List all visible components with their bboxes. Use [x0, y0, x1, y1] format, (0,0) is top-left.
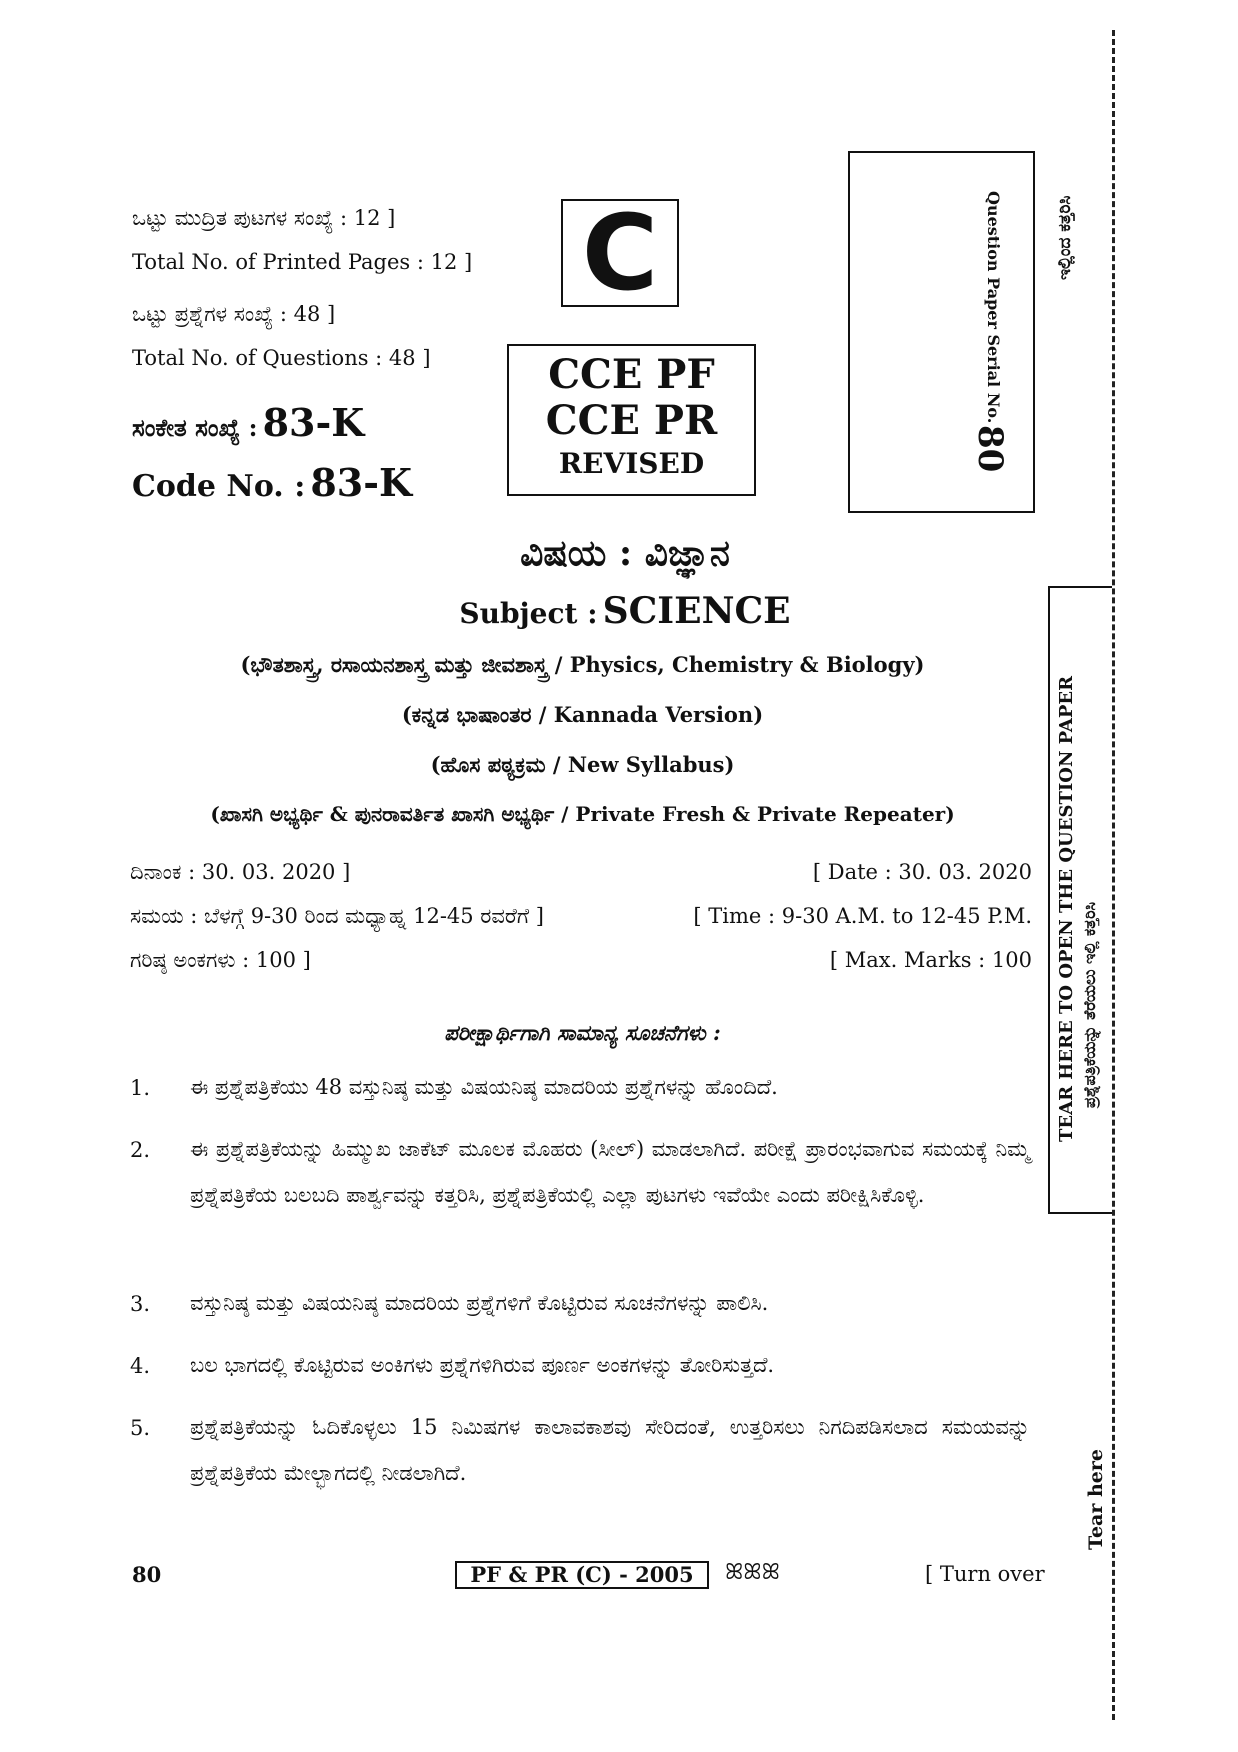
- footer-ornament: ꕤꕤꕤ: [725, 1560, 780, 1585]
- instruction-text: ಪ್ರಶ್ನೆಪತ್ರಿಕೆಯನ್ನು ಓದಿಕೊಳ್ಳಲು 15 ನಿಮಿಷಗಳ ಕಾಲಾವಕಾಶವು ಸೇರಿದಂತೆ, ಉತ್ತರಿಸಲು ನಿಗದಿಪಡಿಸಲಾದ ಸಮಯವನ್ನು ಪ್ರಶ್ನೆಪತ್ರಿಕೆಯ ಮೇಲ್ಭಾಗದಲ್ಲಿ ನೀಡಲಾಗಿದೆ.: [190, 1415, 1030, 1485]
- turn-over-label: [ Turn over: [925, 1562, 1045, 1586]
- tear-strip-box: [1048, 586, 1112, 1214]
- subject-candidates: (ಖಾಸಗಿ ಅಭ್ಯರ್ಥಿ & ಪುನರಾವರ್ತಿತ ಖಾಸಗಿ ಅಭ್ಯರ್ಥಿ / Private Fresh & Private Repeater): [210, 802, 955, 826]
- subject-version: (ಕನ್ನಡ ಭಾಷಾಂತರ / Kannada Version): [401, 702, 764, 727]
- marks-en: [ Max. Marks : 100: [829, 948, 1032, 972]
- instruction-number: 1.: [130, 1076, 151, 1100]
- footer-page-serial: 80: [132, 1562, 162, 1587]
- subject-en: [300, 590, 950, 632]
- footer-code-box: PF & PR (C) - 2005: [455, 1561, 709, 1589]
- pages-count-en: Total No. of Printed Pages : 12 ]: [132, 250, 473, 274]
- cce-line-2: CCE PR: [545, 397, 718, 444]
- questions-count-en: Total No. of Questions : 48 ]: [132, 346, 431, 370]
- instruction-number: 3.: [130, 1292, 151, 1316]
- cce-line-1: CCE PF: [548, 351, 715, 398]
- instruction-number: 4.: [130, 1354, 151, 1378]
- serial-label: Question Paper Serial No.: [984, 191, 1003, 424]
- subject-syllabus: (ಹೊಸ ಪಠ್ಯಕ್ರಮ / New Syllabus): [430, 752, 735, 777]
- tear-dashed-line: [1112, 30, 1115, 1720]
- tear-label-top: ಇಲ್ಲಿಂದ ಕತ್ತರಿಸಿ: [1055, 195, 1075, 280]
- subject-branches: (ಭೌತಶಾಸ್ತ್ರ, ರಸಾಯನಶಾಸ್ತ್ರ ಮತ್ತು ಜೀವಶಾಸ್ತ್ರ / Physics, Chemistry & Biology): [240, 652, 925, 677]
- time-kn: ಸಮಯ : ಬೆಳಗ್ಗೆ 9-30 ರಿಂದ ಮಧ್ಯಾಹ್ನ 12-45 ರವರೆಗೆ ]: [130, 904, 544, 928]
- code-number-kn: [132, 400, 364, 445]
- tear-strip-kn: ಪ್ರಶ್ನೆಪತ್ರಿಕೆಯನ್ನು ತೆರೆಯಲು ಇಲ್ಲಿ ಕತ್ತರಿಸಿ: [1080, 901, 1099, 1108]
- serial-number-box: [848, 151, 1035, 513]
- subject-kn: ವಿಷಯ : ವಿಜ್ಞಾನ: [520, 532, 730, 574]
- instruction-number: 5.: [130, 1416, 151, 1440]
- time-en: [ Time : 9-30 A.M. to 12-45 P.M.: [693, 904, 1032, 928]
- date-kn: ದಿನಾಂಕ : 30. 03. 2020 ]: [130, 860, 351, 884]
- subject-en-value: SCIENCE: [602, 590, 791, 632]
- tear-strip-en: TEAR HERE TO OPEN THE QUESTION PAPER: [1056, 675, 1077, 1142]
- code-kn-value: 83-K: [262, 400, 365, 445]
- cce-box: [507, 344, 756, 496]
- version-letter-box: C: [561, 199, 679, 307]
- instruction-text: ಈ ಪ್ರಶ್ನೆಪತ್ರಿಕೆಯನ್ನು ಹಿಮ್ಮುಖ ಜಾಕೆಟ್ ಮೂಲಕ ಮೊಹರು (ಸೀಲ್) ಮಾಡಲಾಗಿದೆ. ಪರೀಕ್ಷೆ ಪ್ರಾರಂಭವಾಗುವ ಸಮಯಕ್ಕೆ ನಿಮ್ಮ ಪ್ರಶ್ನೆಪತ್ರಿಕೆಯ ಬಲಬದಿ ಪಾರ್ಶ್ವವನ್ನು ಕತ್ತರಿಸಿ, ಪ್ರಶ್ನೆಪತ್ರಿಕೆಯಲ್ಲಿ ಎಲ್ಲಾ ಪುಟಗಳು ಇವೆಯೇ ಎಂದು ಪರೀಕ್ಷಿಸಿಕೊಳ್ಳಿ.: [190, 1137, 1030, 1207]
- instruction-text: ವಸ್ತುನಿಷ್ಠ ಮತ್ತು ವಿಷಯನಿಷ್ಠ ಮಾದರಿಯ ಪ್ರಶ್ನೆಗಳಿಗೆ ಕೊಟ್ಟಿರುವ ಸೂಚನೆಗಳನ್ನು ಪಾಲಿಸಿ.: [190, 1291, 769, 1315]
- instructions-heading: ಪರೀಕ್ಷಾರ್ಥಿಗಾಗಿ ಸಾಮಾನ್ಯ ಸೂಚನೆಗಳು :: [444, 1020, 721, 1045]
- date-en: [ Date : 30. 03. 2020: [812, 860, 1032, 884]
- instruction-text: ಬಲ ಭಾಗದಲ್ಲಿ ಕೊಟ್ಟಿರುವ ಅಂಕಿಗಳು ಪ್ರಶ್ನೆಗಳಿಗಿರುವ ಪೂರ್ಣ ಅಂಕಗಳನ್ನು ತೋರಿಸುತ್ತದೆ.: [190, 1353, 775, 1377]
- tear-here-label: Tear here: [1085, 1449, 1107, 1550]
- pages-count-kn: ಒಟ್ಟು ಮುದ್ರಿತ ಪುಟಗಳ ಸಂಖ್ಯೆ : 12 ]: [132, 206, 396, 230]
- code-en-label: Code No. :: [132, 469, 306, 504]
- subject-en-label: Subject :: [459, 597, 598, 630]
- code-en-value: 83-K: [310, 460, 413, 505]
- questions-count-kn: ಒಟ್ಟು ಪ್ರಶ್ನೆಗಳ ಸಂಖ್ಯೆ : 48 ]: [132, 302, 336, 326]
- cce-line-3: REVISED: [558, 447, 705, 480]
- code-kn-label: ಸಂಕೇತ ಸಂಖ್ಯೆ :: [132, 413, 258, 442]
- code-number-en: [132, 460, 412, 505]
- serial-value: 80: [970, 425, 1010, 473]
- marks-kn: ಗರಿಷ್ಠ ಅಂಕಗಳು : 100 ]: [130, 948, 311, 972]
- instruction-number: 2.: [130, 1138, 151, 1162]
- instruction-text: ಈ ಪ್ರಶ್ನೆಪತ್ರಿಕೆಯು 48 ವಸ್ತುನಿಷ್ಠ ಮತ್ತು ವಿಷಯನಿಷ್ಠ ಮಾದರಿಯ ಪ್ರಶ್ನೆಗಳನ್ನು ಹೊಂದಿದೆ.: [190, 1075, 778, 1099]
